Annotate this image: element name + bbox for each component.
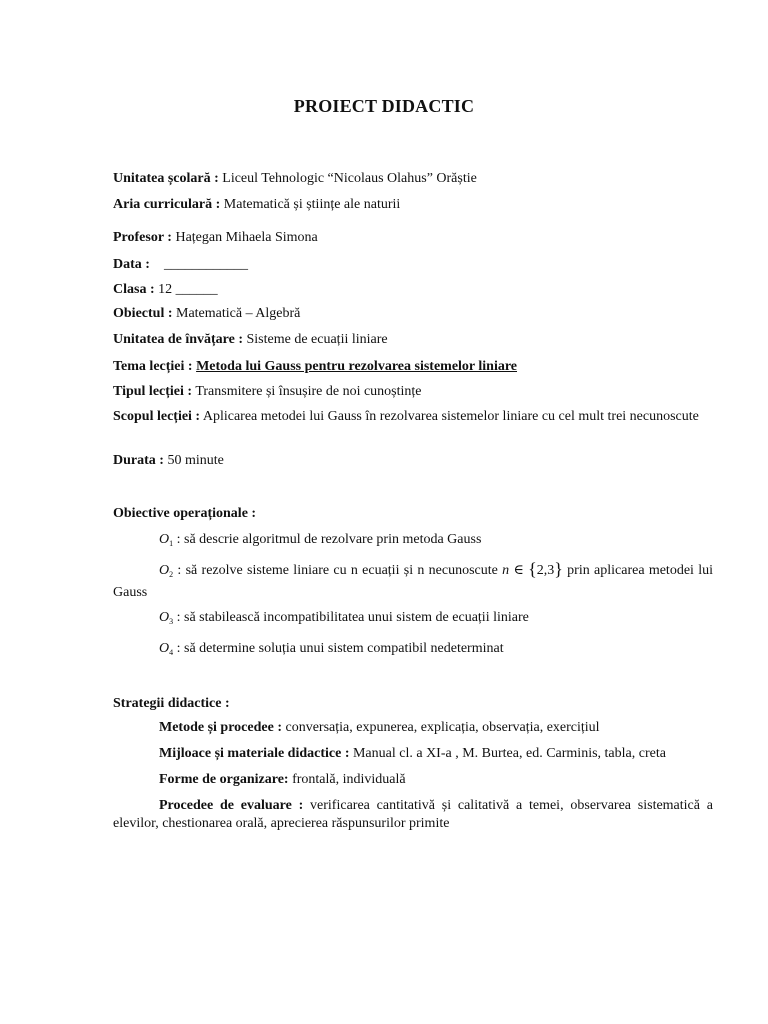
strategies-heading: Strategii didactice : [113,696,230,711]
field-value: Metoda lui Gauss pentru rezolvarea sistemelor liniare [196,359,518,374]
objective-text: : să descrie algoritmul de rezolvare prin metoda Gauss [173,532,482,547]
document-title: PROIECT DIDACTIC [293,96,475,116]
field-label: Data : [113,257,150,272]
strategy-item [159,771,713,789]
field-value: 12 ______ [154,282,218,297]
field-label: Unitatea de învățare : [113,332,243,347]
field-value: Sisteme de ecuații liniare [243,332,388,347]
field-value: 50 minute [163,453,224,468]
strategy-value: Manual cl. a XI-a , M. Burtea, ed. Carminis, tabla, creta [349,746,666,761]
field-value: ____________ [149,257,248,272]
objectives-heading: Obiective operaționale : [113,506,257,521]
strategy-label: Procedee de evaluare : [159,798,304,813]
strategy-label: Forme de organizare: [159,772,289,787]
objective-symbol: $O_1$ [159,532,174,548]
field-label: Aria curriculară : [113,197,221,212]
field-value: Liceul Tehnologic “Nicolaus Olahus” Orăștie [218,171,477,186]
strategy-item [159,719,713,737]
strategy-label: Mijloace și materiale didactice : [159,746,350,761]
field-durata [113,452,713,470]
field-value: Matematică și științe ale naturii [220,197,401,212]
objective-text: : să stabilească incompatibilitatea unui sistem de ecuații liniare [173,610,529,625]
strategy-value: frontală, individuală [288,772,406,787]
strategy-label: Metode și procedee : [159,720,282,735]
field-scopul-lectiei [113,408,713,426]
strategy-value: conversația, expunerea, explicația, observația, exercițiul [281,720,600,735]
field-tipul-lectiei [113,383,713,401]
strategy-item [159,745,713,763]
objective-item [159,531,713,553]
field-value: Transmitere și însușire de noi cunoștințe [192,384,422,399]
field-value: Aplicarea metodei lui Gauss în rezolvarea sistemelor liniare cu cel mult trei necunoscute [200,409,699,424]
objective-text: : să rezolve sisteme liniare cu n ecuații și n necunoscute [173,563,503,578]
field-label: Tema lecției : [113,359,193,374]
field-profesor [113,229,713,247]
field-label: Durata : [113,453,164,468]
strategy-value: verificarea cantitativă și calitativă a temei, observarea sistematică a elevilor, chestionarea orală, aprecierea răspunsurilor primite [113,798,713,831]
field-value: Hațegan Mihaela Simona [171,230,318,245]
field-label: Profesor : [113,230,172,245]
field-label: Unitatea școlară : [113,171,219,186]
math-expression: n ∈ {2,3} [502,559,563,579]
field-label: Tipul lecției : [113,384,193,399]
field-obiectul [113,305,713,323]
objective-symbol: $O_2$ [159,563,174,579]
field-tema-lectiei [113,358,713,376]
objective-text-continued: prin aplicarea metodei lui Gauss [113,563,713,600]
objective-item [159,640,713,662]
field-label: Obiectul : [113,306,173,321]
field-label: Clasa : [113,282,155,297]
field-unitatea-scolara [113,170,713,188]
objective-symbol: $O_4$ [159,641,174,657]
objective-item [113,560,713,602]
strategy-item [113,797,713,833]
field-data [113,256,713,274]
objective-symbol: $O_3$ [159,610,174,626]
field-label: Scopul lecției : [113,409,201,424]
field-value: Matematică – Algebră [172,306,301,321]
field-clasa [113,281,713,299]
field-aria-curriculara [113,196,713,214]
field-unitatea-de-invatare [113,331,713,349]
objective-text: : să determine soluția unui sistem compatibil nedeterminat [173,641,504,656]
objective-item [159,609,713,631]
